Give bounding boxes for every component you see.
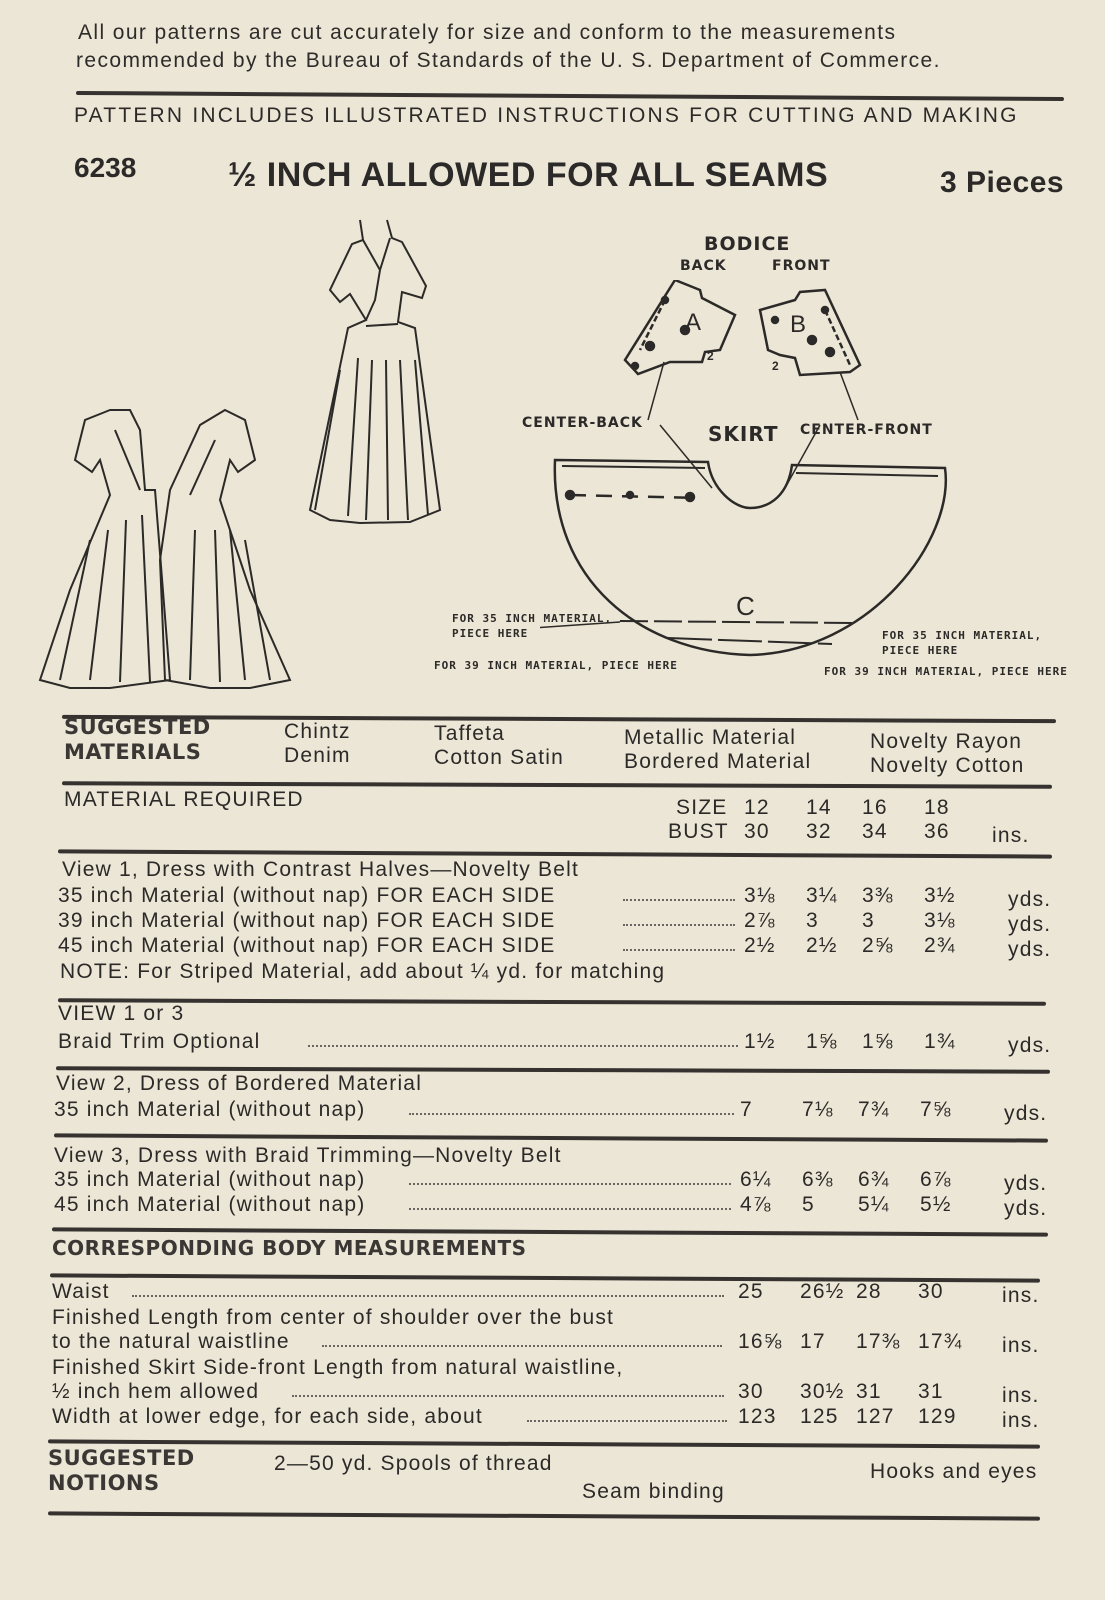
row-label: 45 inch Material (without nap) FOR EACH SIDE — [58, 934, 556, 957]
value: 1¾ — [924, 1030, 956, 1053]
leader-dots — [292, 1395, 724, 1397]
right-35-line-1: FOR 35 INCH MATERIAL, — [882, 629, 1043, 642]
value: 7⅛ — [802, 1098, 834, 1121]
bust-row — [58, 820, 1048, 847]
table-row — [54, 1098, 1048, 1125]
piece-a-label: A — [685, 309, 702, 336]
material: Cotton Satin — [434, 746, 564, 769]
table-row — [58, 884, 1052, 911]
leader-dots — [322, 1345, 722, 1347]
value: 5 — [802, 1193, 815, 1216]
size-value: 14 — [806, 796, 832, 819]
bust-value: 36 — [924, 820, 950, 843]
value: 5½ — [920, 1193, 952, 1216]
materials-col-4 — [870, 730, 1025, 778]
table-row — [58, 934, 1052, 961]
row-label-line-1: Finished Length from center of shoulder over the bust — [52, 1306, 615, 1329]
value: 2⅞ — [744, 909, 776, 932]
value: 2¾ — [924, 934, 956, 957]
front-label: FRONT — [772, 258, 831, 274]
unit: yds. — [1004, 1197, 1048, 1220]
bodice-front-piece-b-icon — [760, 290, 860, 375]
material: Denim — [284, 744, 351, 767]
leader-dots — [623, 899, 735, 901]
value: 3⅜ — [862, 884, 894, 907]
title-line-1: SUGGESTED — [48, 1446, 195, 1470]
seam-allowance: ½ INCH ALLOWED FOR ALL SEAMS — [228, 156, 829, 194]
leader-dots — [623, 949, 735, 951]
back-label: BACK — [680, 258, 727, 274]
table-row — [58, 909, 1052, 936]
value: 125 — [800, 1405, 839, 1428]
view1or3-heading: VIEW 1 or 3 — [58, 1002, 185, 1025]
size-value: 16 — [862, 796, 888, 819]
left-35-note — [452, 611, 612, 641]
view2-heading: View 2, Dress of Bordered Material — [56, 1072, 423, 1095]
unit: ins. — [1002, 1284, 1040, 1307]
table-row — [54, 1168, 1048, 1195]
leader-dots — [527, 1420, 727, 1422]
notch-2-label-front: 2 — [772, 359, 779, 373]
material: Bordered Material — [624, 750, 812, 773]
value: 6⅞ — [920, 1168, 952, 1191]
leader-dots — [308, 1045, 738, 1047]
unit: yds. — [1008, 938, 1052, 961]
value: 6¾ — [858, 1168, 890, 1191]
bust-unit: ins. — [992, 824, 1030, 847]
table-row — [52, 1405, 1042, 1432]
left-39-note: FOR 39 INCH MATERIAL, PIECE HERE — [434, 659, 678, 672]
unit: yds. — [1008, 913, 1052, 936]
view1-note: NOTE: For Striped Material, add about ¼ yd. for matching — [60, 960, 666, 983]
size-label: SIZE — [676, 796, 728, 819]
skirt-title: SKIRT — [708, 422, 779, 446]
value: 3 — [862, 909, 875, 932]
unit: ins. — [1002, 1334, 1040, 1357]
row-label: 45 inch Material (without nap) — [54, 1193, 366, 1216]
row-label: to the natural waistline — [52, 1330, 290, 1353]
unit: yds. — [1008, 1034, 1052, 1057]
left-35-line-1: FOR 35 INCH MATERIAL, — [452, 612, 613, 625]
material: Novelty Rayon — [870, 730, 1023, 753]
title-line-2: NOTIONS — [48, 1471, 160, 1495]
value: 2½ — [806, 934, 838, 957]
value: 5¼ — [858, 1193, 890, 1216]
right-39-note: FOR 39 INCH MATERIAL, PIECE HERE — [824, 665, 1068, 678]
material: Novelty Cotton — [870, 754, 1025, 777]
piece-count: 3 Pieces — [940, 166, 1065, 199]
leader-dots — [409, 1113, 734, 1115]
notion-item: 2—50 yd. Spools of thread — [274, 1452, 553, 1475]
center-back-label: CENTER-BACK — [522, 415, 643, 431]
row-label: 35 inch Material (without nap) — [54, 1168, 366, 1191]
bust-label: BUST — [668, 820, 729, 843]
value: 3⅛ — [924, 909, 956, 932]
intro-line-1: All our patterns are cut accurately for size and conform to the measurements — [78, 21, 897, 44]
row-label: Waist — [52, 1280, 110, 1303]
divider — [58, 998, 1046, 1005]
bust-value: 30 — [744, 820, 770, 843]
value: 30½ — [800, 1380, 845, 1403]
value: 6⅜ — [802, 1168, 834, 1191]
value: 129 — [918, 1405, 957, 1428]
row-label: 39 inch Material (without nap) FOR EACH SIDE — [58, 909, 556, 932]
value: 3½ — [924, 884, 956, 907]
value: 30 — [918, 1280, 944, 1303]
leader-dots — [132, 1295, 724, 1297]
size-value: 18 — [924, 796, 950, 819]
material: Taffeta — [434, 722, 506, 745]
view3-heading: View 3, Dress with Braid Trimming—Novelty Belt — [54, 1144, 562, 1167]
material-required-title: MATERIAL REQUIRED — [64, 788, 304, 811]
value: 1½ — [744, 1030, 776, 1053]
table-row — [52, 1330, 1042, 1357]
dress-view-3-icon — [310, 220, 440, 523]
unit: ins. — [1002, 1384, 1040, 1407]
suggested-materials-title — [64, 715, 211, 765]
table-row — [52, 1380, 1042, 1407]
value: 7⅝ — [920, 1098, 952, 1121]
value: 31 — [918, 1380, 944, 1403]
left-35-line-2: PIECE HERE — [452, 627, 529, 640]
table-row — [52, 1280, 1042, 1307]
bodice-title: BODICE — [704, 233, 791, 255]
notion-item: Hooks and eyes — [870, 1460, 1038, 1483]
value: 17 — [800, 1330, 826, 1353]
value: 3⅛ — [744, 884, 776, 907]
row-label: Braid Trim Optional — [58, 1030, 261, 1053]
row-label: 35 inch Material (without nap) FOR EACH SIDE — [58, 884, 556, 907]
includes-text: PATTERN INCLUDES ILLUSTRATED INSTRUCTIONS FOR CUTTING AND MAKING — [74, 104, 1019, 127]
value: 2⅝ — [862, 934, 894, 957]
suggested-notions-title — [48, 1446, 195, 1496]
bust-value: 34 — [862, 820, 888, 843]
value: 123 — [738, 1405, 777, 1428]
value: 6¼ — [740, 1168, 772, 1191]
center-front-label: CENTER-FRONT — [800, 422, 933, 438]
divider — [48, 1511, 1040, 1520]
value: 7¾ — [858, 1098, 890, 1121]
value: 31 — [856, 1380, 882, 1403]
dress-illustrations — [30, 210, 470, 690]
right-35-line-2: PIECE HERE — [882, 644, 959, 657]
divider — [48, 1439, 1040, 1448]
table-row — [58, 1030, 1052, 1057]
materials-col-1 — [284, 720, 351, 768]
right-35-note — [882, 628, 1042, 658]
unit: yds. — [1004, 1172, 1048, 1195]
unit: yds. — [1004, 1102, 1048, 1125]
value: 1⅝ — [806, 1030, 838, 1053]
value: 17¾ — [918, 1330, 963, 1353]
unit: yds. — [1008, 888, 1052, 911]
row-label: ½ inch hem allowed — [52, 1380, 260, 1403]
notion-item: Seam binding — [582, 1480, 725, 1503]
dress-view-1-icon — [40, 410, 170, 688]
piece-c-label: C — [736, 591, 755, 621]
material: Metallic Material — [624, 726, 797, 749]
notch-2-label: 2 — [707, 349, 714, 363]
materials-col-2 — [434, 722, 564, 770]
leader-dots — [409, 1183, 731, 1185]
bust-value: 32 — [806, 820, 832, 843]
dress-view-2-icon — [160, 410, 290, 688]
bodice-back-piece-a-icon — [625, 280, 735, 374]
row-label-line-1: Finished Skirt Side-front Length from natural waistline, — [52, 1356, 624, 1379]
value: 4⅞ — [740, 1193, 772, 1216]
value: 127 — [856, 1405, 895, 1428]
materials-col-3 — [624, 726, 811, 774]
size-row — [58, 796, 1048, 820]
table-row — [54, 1193, 1048, 1220]
value: 28 — [856, 1280, 882, 1303]
value: 2½ — [744, 934, 776, 957]
size-value: 12 — [744, 796, 770, 819]
divider — [54, 1133, 1048, 1142]
view1-heading: View 1, Dress with Contrast Halves—Novelty Belt — [62, 858, 580, 881]
leader-dots — [409, 1208, 731, 1210]
value: 17⅜ — [856, 1330, 901, 1353]
value: 3¼ — [806, 884, 838, 907]
unit: ins. — [1002, 1409, 1040, 1432]
value: 25 — [738, 1280, 764, 1303]
title-line-2: MATERIALS — [64, 740, 202, 764]
value: 30 — [738, 1380, 764, 1403]
value: 7 — [740, 1098, 753, 1121]
intro-line-2: recommended by the Bureau of Standards of the U. S. Department of Commerce. — [76, 49, 941, 72]
leader-dots — [623, 924, 735, 926]
body-measurements-title: CORRESPONDING BODY MEASUREMENTS — [52, 1236, 527, 1260]
value: 26½ — [800, 1280, 845, 1303]
pattern-number: 6238 — [74, 152, 137, 183]
value: 16⅝ — [738, 1330, 783, 1353]
material: Chintz — [284, 720, 351, 743]
divider — [76, 91, 1064, 101]
value: 1⅝ — [862, 1030, 894, 1053]
row-label: 35 inch Material (without nap) — [54, 1098, 366, 1121]
value: 3 — [806, 909, 819, 932]
row-label: Width at lower edge, for each side, about — [52, 1405, 483, 1428]
title-line-1: SUGGESTED — [64, 715, 211, 739]
piece-b-label: B — [790, 311, 807, 338]
